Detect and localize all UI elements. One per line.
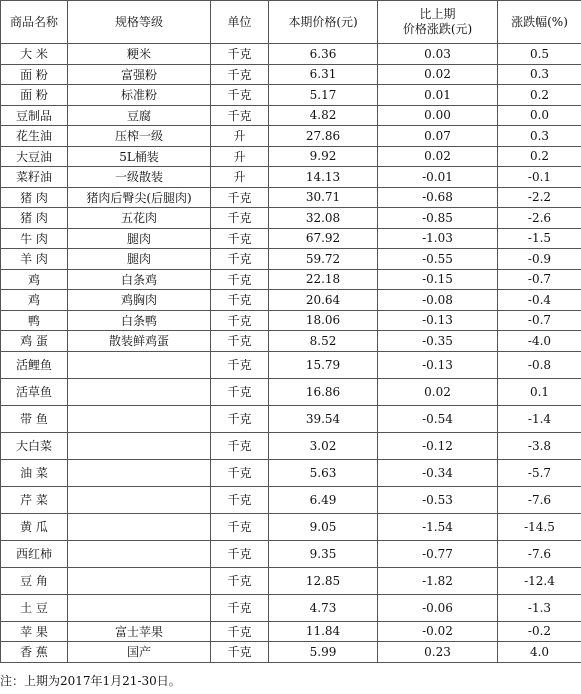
cell-current-price: 30.71 <box>269 187 378 208</box>
cell-change-percent: 0.3 <box>498 64 581 85</box>
cell-unit: 升 <box>211 146 269 167</box>
header-text: 比上期 <box>419 7 456 21</box>
cell-change-percent: -1.5 <box>498 228 581 249</box>
cell-commodity-name: 豆制品 <box>1 105 68 126</box>
cell-price-change: -0.02 <box>378 621 498 642</box>
table-header <box>1 1 581 44</box>
cell-unit: 千克 <box>211 331 269 352</box>
cell-current-price: 9.35 <box>269 540 378 567</box>
cell-price-change: -0.53 <box>378 486 498 513</box>
cell-current-price: 20.64 <box>269 290 378 311</box>
cell-spec-grade <box>68 432 211 459</box>
cell-unit: 千克 <box>211 594 269 621</box>
cell-change-percent: -1.4 <box>498 405 581 432</box>
header-text: 规格等级 <box>114 14 163 29</box>
cell-unit: 千克 <box>211 44 269 65</box>
cell-price-change: -0.34 <box>378 459 498 486</box>
cell-change-percent: -2.2 <box>498 187 581 208</box>
cell-current-price: 18.06 <box>269 310 378 331</box>
cell-change-percent: -0.4 <box>498 290 581 311</box>
table-row <box>1 228 581 249</box>
cell-current-price: 59.72 <box>269 249 378 270</box>
cell-current-price: 12.85 <box>269 567 378 594</box>
cell-commodity-name: 鸭 <box>1 310 68 331</box>
cell-price-change: 0.02 <box>378 378 498 405</box>
cell-commodity-name: 苹 果 <box>1 621 68 642</box>
cell-current-price: 4.82 <box>269 105 378 126</box>
cell-commodity-name: 花生油 <box>1 126 68 147</box>
table-row <box>1 146 581 167</box>
cell-unit: 千克 <box>211 187 269 208</box>
cell-price-change: -0.12 <box>378 432 498 459</box>
cell-commodity-name: 大 米 <box>1 44 68 65</box>
cell-change-percent: -0.9 <box>498 249 581 270</box>
cell-current-price: 39.54 <box>269 405 378 432</box>
cell-unit: 千克 <box>211 269 269 290</box>
cell-commodity-name: 西红柿 <box>1 540 68 567</box>
cell-unit: 千克 <box>211 85 269 106</box>
cell-spec-grade <box>68 378 211 405</box>
cell-change-percent: -0.7 <box>498 269 581 290</box>
header-row <box>1 1 581 44</box>
cell-spec-grade: 标准粉 <box>68 85 211 106</box>
cell-spec-grade: 一级散装 <box>68 167 211 188</box>
cell-commodity-name: 鸡 <box>1 269 68 290</box>
cell-price-change: -0.15 <box>378 269 498 290</box>
table-row <box>1 432 581 459</box>
header-text: 单位 <box>227 14 252 29</box>
table-row <box>1 540 581 567</box>
table-row <box>1 167 581 188</box>
cell-unit: 千克 <box>211 459 269 486</box>
cell-change-percent: -2.6 <box>498 208 581 229</box>
cell-unit: 千克 <box>211 249 269 270</box>
cell-spec-grade: 猪肉后臀尖(后腿肉) <box>68 187 211 208</box>
header-commodity-name <box>1 1 68 44</box>
cell-change-percent: 0.3 <box>498 126 581 147</box>
cell-unit: 千克 <box>211 208 269 229</box>
table-row <box>1 594 581 621</box>
cell-commodity-name: 油 菜 <box>1 459 68 486</box>
cell-unit: 千克 <box>211 64 269 85</box>
cell-spec-grade: 腿肉 <box>68 249 211 270</box>
cell-change-percent: -14.5 <box>498 513 581 540</box>
cell-unit: 千克 <box>211 513 269 540</box>
cell-price-change: -1.03 <box>378 228 498 249</box>
cell-current-price: 5.63 <box>269 459 378 486</box>
table-row <box>1 249 581 270</box>
cell-price-change: -1.54 <box>378 513 498 540</box>
cell-change-percent: 0.1 <box>498 378 581 405</box>
cell-commodity-name: 土 豆 <box>1 594 68 621</box>
cell-spec-grade: 富强粉 <box>68 64 211 85</box>
cell-price-change: -0.68 <box>378 187 498 208</box>
cell-current-price: 27.86 <box>269 126 378 147</box>
table-row <box>1 567 581 594</box>
table-row <box>1 64 581 85</box>
cell-spec-grade <box>68 486 211 513</box>
cell-current-price: 14.13 <box>269 167 378 188</box>
cell-spec-grade: 粳米 <box>68 44 211 65</box>
cell-current-price: 22.18 <box>269 269 378 290</box>
cell-unit: 千克 <box>211 540 269 567</box>
cell-current-price: 5.99 <box>269 642 378 663</box>
cell-spec-grade: 白条鸡 <box>68 269 211 290</box>
cell-change-percent: -7.6 <box>498 540 581 567</box>
cell-current-price: 6.49 <box>269 486 378 513</box>
cell-spec-grade: 5L桶装 <box>68 146 211 167</box>
table-row <box>1 44 581 65</box>
cell-spec-grade: 富士苹果 <box>68 621 211 642</box>
table-row <box>1 513 581 540</box>
table-row <box>1 351 581 378</box>
cell-commodity-name: 活草鱼 <box>1 378 68 405</box>
cell-commodity-name: 猪 肉 <box>1 208 68 229</box>
table-row <box>1 126 581 147</box>
cell-price-change: -0.85 <box>378 208 498 229</box>
cell-price-change: 0.01 <box>378 85 498 106</box>
cell-spec-grade: 白条鸭 <box>68 310 211 331</box>
header-price-change <box>378 1 498 44</box>
cell-unit: 千克 <box>211 351 269 378</box>
cell-unit: 升 <box>211 167 269 188</box>
table-body <box>1 44 581 663</box>
cell-commodity-name: 大豆油 <box>1 146 68 167</box>
cell-unit: 千克 <box>211 290 269 311</box>
cell-spec-grade <box>68 405 211 432</box>
cell-current-price: 6.36 <box>269 44 378 65</box>
cell-change-percent: 0.5 <box>498 44 581 65</box>
header-current-price <box>269 1 378 44</box>
cell-commodity-name: 豆 角 <box>1 567 68 594</box>
table-row <box>1 642 581 663</box>
cell-unit: 千克 <box>211 105 269 126</box>
cell-spec-grade: 腿肉 <box>68 228 211 249</box>
cell-current-price: 15.79 <box>269 351 378 378</box>
cell-commodity-name: 牛 肉 <box>1 228 68 249</box>
table-row <box>1 331 581 352</box>
cell-unit: 千克 <box>211 621 269 642</box>
cell-price-change: 0.03 <box>378 44 498 65</box>
cell-change-percent: 0.2 <box>498 85 581 106</box>
cell-price-change: -1.82 <box>378 567 498 594</box>
cell-change-percent: -5.7 <box>498 459 581 486</box>
cell-price-change: -0.35 <box>378 331 498 352</box>
cell-unit: 千克 <box>211 642 269 663</box>
header-text: 涨跌幅(%) <box>511 14 568 29</box>
table-row <box>1 290 581 311</box>
cell-commodity-name: 面 粉 <box>1 85 68 106</box>
cell-spec-grade: 国产 <box>68 642 211 663</box>
footnote: 注：上期为2017年1月21-30日。 <box>0 674 181 688</box>
table-row <box>1 85 581 106</box>
cell-price-change: 0.02 <box>378 64 498 85</box>
cell-change-percent: 0.2 <box>498 146 581 167</box>
table-row <box>1 459 581 486</box>
cell-unit: 千克 <box>211 378 269 405</box>
cell-current-price: 5.17 <box>269 85 378 106</box>
cell-spec-grade <box>68 540 211 567</box>
cell-price-change: -0.01 <box>378 167 498 188</box>
cell-current-price: 16.86 <box>269 378 378 405</box>
cell-current-price: 67.92 <box>269 228 378 249</box>
cell-current-price: 32.08 <box>269 208 378 229</box>
table-row <box>1 310 581 331</box>
cell-change-percent: -0.1 <box>498 167 581 188</box>
cell-current-price: 6.31 <box>269 64 378 85</box>
cell-unit: 千克 <box>211 432 269 459</box>
cell-price-change: 0.02 <box>378 146 498 167</box>
cell-price-change: -0.08 <box>378 290 498 311</box>
table-row <box>1 187 581 208</box>
cell-spec-grade: 鸡胸肉 <box>68 290 211 311</box>
header-text: 商品名称 <box>9 14 58 29</box>
table-row <box>1 486 581 513</box>
cell-price-change: 0.23 <box>378 642 498 663</box>
cell-commodity-name: 黄 瓜 <box>1 513 68 540</box>
cell-unit: 千克 <box>211 405 269 432</box>
cell-price-change: -0.54 <box>378 405 498 432</box>
cell-unit: 千克 <box>211 310 269 331</box>
cell-spec-grade: 豆腐 <box>68 105 211 126</box>
cell-commodity-name: 面 粉 <box>1 64 68 85</box>
cell-price-change: -0.13 <box>378 351 498 378</box>
cell-unit: 千克 <box>211 228 269 249</box>
cell-current-price: 9.92 <box>269 146 378 167</box>
cell-commodity-name: 活鲤鱼 <box>1 351 68 378</box>
header-spec-grade <box>68 1 211 44</box>
cell-commodity-name: 鸡 <box>1 290 68 311</box>
cell-price-change: 0.00 <box>378 105 498 126</box>
cell-unit: 千克 <box>211 486 269 513</box>
cell-current-price: 11.84 <box>269 621 378 642</box>
cell-change-percent: -7.6 <box>498 486 581 513</box>
cell-price-change: 0.07 <box>378 126 498 147</box>
cell-change-percent: 4.0 <box>498 642 581 663</box>
cell-price-change: -0.13 <box>378 310 498 331</box>
cell-commodity-name: 鸡 蛋 <box>1 331 68 352</box>
cell-commodity-name: 大白菜 <box>1 432 68 459</box>
header-text: 本期价格(元) <box>288 14 358 29</box>
cell-spec-grade: 散装鲜鸡蛋 <box>68 331 211 352</box>
cell-change-percent: -0.2 <box>498 621 581 642</box>
cell-spec-grade <box>68 351 211 378</box>
table-row <box>1 405 581 432</box>
cell-commodity-name: 芹 菜 <box>1 486 68 513</box>
cell-change-percent: -0.8 <box>498 351 581 378</box>
cell-spec-grade <box>68 594 211 621</box>
cell-change-percent: -12.4 <box>498 567 581 594</box>
header-unit <box>211 1 269 44</box>
cell-spec-grade <box>68 567 211 594</box>
cell-spec-grade <box>68 513 211 540</box>
table-row <box>1 105 581 126</box>
cell-current-price: 4.73 <box>269 594 378 621</box>
header-text: 价格涨跌(元) <box>402 22 473 36</box>
cell-commodity-name: 菜籽油 <box>1 167 68 188</box>
cell-commodity-name: 猪 肉 <box>1 187 68 208</box>
cell-change-percent: -3.8 <box>498 432 581 459</box>
header-change-percent <box>498 1 581 44</box>
cell-current-price: 8.52 <box>269 331 378 352</box>
cell-change-percent: 0.0 <box>498 105 581 126</box>
cell-change-percent: -1.3 <box>498 594 581 621</box>
cell-commodity-name: 香 蕉 <box>1 642 68 663</box>
cell-spec-grade: 五花肉 <box>68 208 211 229</box>
cell-current-price: 3.02 <box>269 432 378 459</box>
cell-spec-grade <box>68 459 211 486</box>
cell-commodity-name: 带 鱼 <box>1 405 68 432</box>
cell-price-change: -0.06 <box>378 594 498 621</box>
cell-change-percent: -0.7 <box>498 310 581 331</box>
table-row <box>1 269 581 290</box>
table-row <box>1 621 581 642</box>
cell-price-change: -0.77 <box>378 540 498 567</box>
cell-change-percent: -4.0 <box>498 331 581 352</box>
cell-unit: 升 <box>211 126 269 147</box>
cell-price-change: -0.55 <box>378 249 498 270</box>
table-row <box>1 378 581 405</box>
cell-current-price: 9.05 <box>269 513 378 540</box>
cell-commodity-name: 羊 肉 <box>1 249 68 270</box>
table-row <box>1 208 581 229</box>
cell-unit: 千克 <box>211 567 269 594</box>
cell-spec-grade: 压榨一级 <box>68 126 211 147</box>
